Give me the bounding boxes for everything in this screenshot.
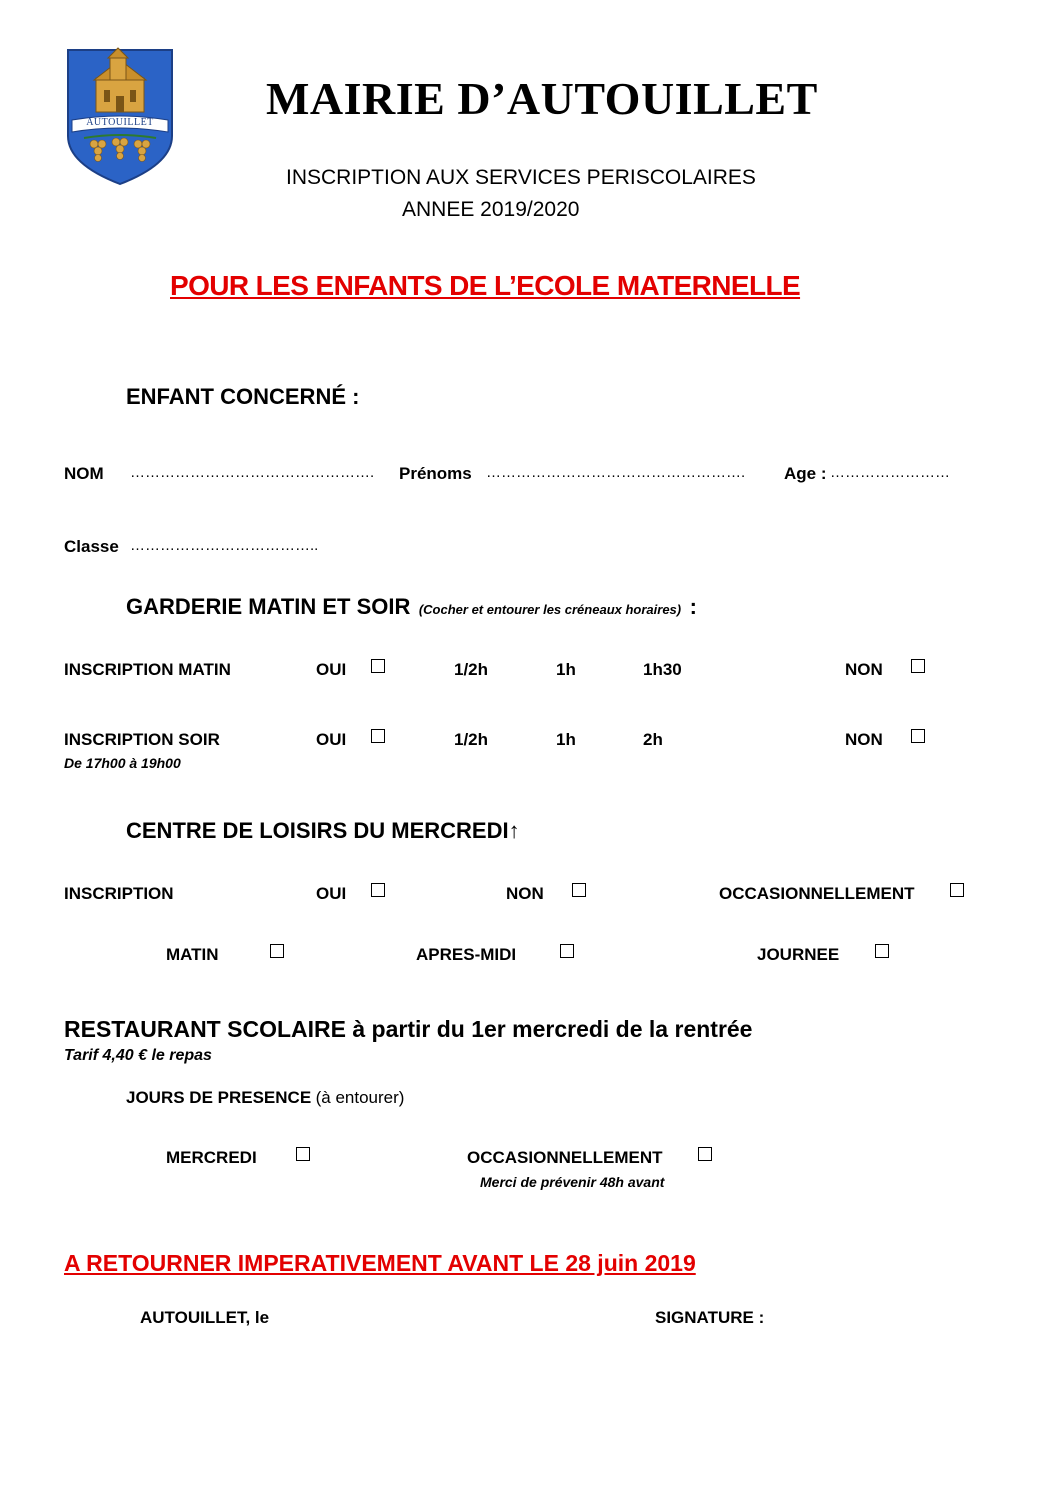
restaurant-mercredi-label: MERCREDI xyxy=(166,1148,257,1167)
classe-label: Classe xyxy=(64,537,119,556)
matin-slot-half[interactable]: 1/2h xyxy=(454,660,489,679)
garderie-note: (Cocher et entourer les créneaux horaires) xyxy=(418,602,682,617)
soir-slot-2h[interactable]: 2h xyxy=(643,730,663,749)
nom-field[interactable]: …………………………………………. xyxy=(130,464,375,481)
restaurant-tarif: Tarif 4,40 € le repas xyxy=(64,1047,212,1064)
nom-label: NOM xyxy=(64,464,104,483)
loisirs-journee-checkbox[interactable] xyxy=(875,944,889,958)
loisirs-oui-checkbox[interactable] xyxy=(371,883,385,897)
matin-non-checkbox[interactable] xyxy=(911,659,925,673)
loisirs-journee-label: JOURNEE xyxy=(757,945,840,964)
school-banner: POUR LES ENFANTS DE L’ECOLE MATERNELLE xyxy=(170,270,801,301)
subtitle-line-2: ANNEE 2019/2020 xyxy=(402,198,580,221)
loisirs-non-label: NON xyxy=(506,884,544,903)
loisirs-matin-checkbox[interactable] xyxy=(270,944,284,958)
subtitle-line-1: INSCRIPTION AUX SERVICES PERISCOLAIRES xyxy=(286,166,756,189)
matin-slot-1h[interactable]: 1h xyxy=(556,660,576,679)
inscription-soir-label: INSCRIPTION SOIR xyxy=(64,730,220,749)
section-heading-enfant: ENFANT CONCERNÉ : xyxy=(126,384,360,409)
matin-non-label: NON xyxy=(845,660,883,679)
jours-presence-note: (à entourer) xyxy=(315,1088,405,1107)
page-title: MAIRIE D’AUTOUILLET xyxy=(266,73,818,124)
age-label: Age : xyxy=(784,464,827,483)
place-date-label: AUTOUILLET, le xyxy=(140,1308,270,1327)
restaurant-occasionnellement-label: OCCASIONNELLEMENT xyxy=(467,1148,663,1167)
loisirs-apres-midi-checkbox[interactable] xyxy=(560,944,574,958)
deadline-notice: A RETOURNER IMPERATIVEMENT AVANT LE 28 juin 2019 xyxy=(64,1250,696,1276)
loisirs-heading-text: CENTRE DE LOISIRS DU MERCREDI xyxy=(126,818,509,843)
loisirs-occasionnellement-checkbox[interactable] xyxy=(950,883,964,897)
soir-slot-1h[interactable]: 1h xyxy=(556,730,576,749)
signature-label: SIGNATURE : xyxy=(655,1308,765,1327)
jours-presence-label: JOURS DE PRESENCE xyxy=(126,1088,312,1107)
loisirs-oui-label: OUI xyxy=(316,884,347,903)
prenoms-field[interactable]: ……………………………………………. xyxy=(486,464,746,481)
loisirs-matin-label: MATIN xyxy=(166,945,219,964)
town-crest-logo xyxy=(64,46,176,188)
inscription-matin-label: INSCRIPTION MATIN xyxy=(64,660,231,679)
soir-oui-checkbox[interactable] xyxy=(371,729,385,743)
age-field[interactable]: …………………… xyxy=(830,464,950,481)
loisirs-heading-mark: ↑ xyxy=(508,818,520,843)
section-heading-loisirs xyxy=(126,818,520,844)
loisirs-non-checkbox[interactable] xyxy=(572,883,586,897)
classe-field[interactable]: ……………………………….. xyxy=(130,537,319,554)
prenoms-label: Prénoms xyxy=(399,464,472,483)
prevenir-note: Merci de prévenir 48h avant xyxy=(480,1174,665,1190)
matin-oui-label: OUI xyxy=(316,660,347,679)
loisirs-inscription-label: INSCRIPTION xyxy=(64,884,174,903)
soir-non-checkbox[interactable] xyxy=(911,729,925,743)
restaurant-occasionnellement-checkbox[interactable] xyxy=(698,1147,712,1161)
restaurant-mercredi-checkbox[interactable] xyxy=(296,1147,310,1161)
section-heading-restaurant: RESTAURANT SCOLAIRE à partir du 1er mercredi de la rentrée xyxy=(64,1016,753,1042)
loisirs-occasionnellement-label: OCCASIONNELLEMENT xyxy=(719,884,915,903)
soir-oui-label: OUI xyxy=(316,730,347,749)
garderie-colon: : xyxy=(689,594,697,619)
soir-non-label: NON xyxy=(845,730,883,749)
garderie-heading-text: GARDERIE MATIN ET SOIR xyxy=(126,594,411,619)
jours-presence xyxy=(126,1088,404,1108)
matin-slot-1h30[interactable]: 1h30 xyxy=(643,660,682,679)
section-heading-garderie xyxy=(126,594,697,620)
soir-slot-half[interactable]: 1/2h xyxy=(454,730,489,749)
soir-hours: De 17h00 à 19h00 xyxy=(64,755,181,771)
crest-banner-text: AUTOUILLET xyxy=(86,117,154,128)
matin-oui-checkbox[interactable] xyxy=(371,659,385,673)
loisirs-apres-midi-label: APRES-MIDI xyxy=(416,945,517,964)
